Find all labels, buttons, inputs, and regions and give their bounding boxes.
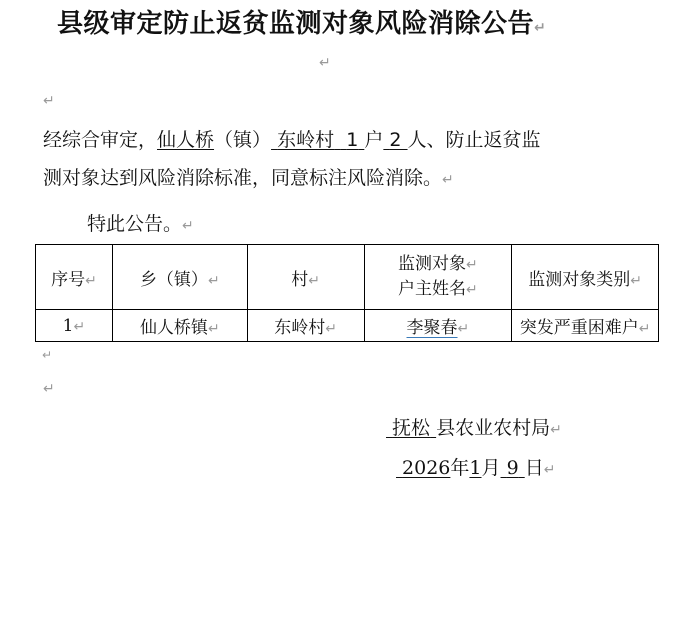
cell-text: 仙人桥镇 — [139, 318, 208, 338]
cell-mark: ↵ — [638, 321, 651, 337]
cell-town — [112, 310, 247, 342]
closing-text: 特此公告。 — [87, 213, 183, 235]
town-suffix: （镇） — [214, 129, 272, 151]
cell-mark: ↵ — [73, 318, 86, 335]
cell-mark: ↵ — [85, 272, 97, 289]
announcement-closing — [87, 209, 194, 236]
issue-date — [396, 453, 555, 480]
header-index — [36, 245, 113, 310]
table-row — [36, 310, 659, 342]
town-name: 仙人桥 — [157, 129, 215, 151]
header-category — [512, 245, 659, 310]
header-village — [247, 245, 364, 310]
empty-paragraph — [43, 88, 55, 110]
header-text: 监测对象类别 — [528, 269, 631, 290]
notice-title — [57, 3, 546, 40]
body-paragraph-line-2 — [43, 163, 454, 190]
year-label: 年 — [450, 457, 470, 479]
person-unit: 人、防止返贫监 — [407, 129, 541, 151]
household-count — [340, 129, 364, 151]
header-text: 乡（镇） — [139, 269, 208, 290]
cell-mark: ↵ — [466, 257, 478, 273]
cell-mark: ↵ — [457, 321, 470, 337]
person-count — [383, 129, 407, 151]
bureau-name: 县农业农村局 — [436, 417, 551, 439]
paragraph-mark: ↵ — [43, 93, 55, 109]
cell-mark: ↵ — [207, 272, 220, 289]
header-text: 监测对象 — [398, 254, 467, 274]
body-line-2-text: 测对象达到风险消除标准，同意标注风险消除。 — [43, 167, 443, 189]
date-day — [501, 457, 525, 479]
header-town — [112, 245, 247, 310]
day-text: 9 — [506, 457, 519, 479]
header-text: 户主姓名 — [398, 279, 467, 299]
paragraph-mark: ↵ — [543, 462, 556, 478]
empty-paragraph — [319, 50, 331, 72]
paragraph-mark: ↵ — [550, 422, 562, 438]
cell-category — [512, 310, 659, 342]
cell-text: 李聚春 — [406, 318, 458, 338]
table-header-row — [36, 245, 659, 310]
household-unit: 户 — [364, 129, 384, 151]
cell-mark: ↵ — [630, 272, 642, 289]
village-name-text: 东岭村 — [277, 129, 335, 151]
date-month — [469, 457, 481, 479]
date-year — [396, 457, 450, 479]
year-text: 2026 — [402, 457, 451, 479]
empty-paragraph — [42, 342, 52, 364]
header-two-line — [398, 252, 478, 302]
header-householder — [364, 245, 512, 310]
header-text: 序号 — [51, 269, 86, 290]
household-count-text: 1 — [346, 129, 359, 151]
cell-text: 东岭村 — [274, 318, 326, 338]
paragraph-mark: ↵ — [442, 172, 454, 188]
cell-mark: ↵ — [207, 321, 220, 337]
village-name — [271, 129, 340, 151]
cell-text: 突发严重困难户 — [519, 318, 639, 338]
cell-text: 1 — [62, 315, 74, 336]
header-text: 村 — [291, 269, 309, 290]
issuing-authority — [386, 413, 562, 440]
paragraph-mark: ↵ — [182, 218, 194, 234]
notice-title-text: 县级审定防止返贫监测对象风险消除公告 — [57, 9, 535, 39]
cell-householder-name — [364, 310, 512, 342]
month-label: 月 — [481, 457, 501, 479]
county-name-text: 抚松 — [392, 417, 431, 439]
day-label: 日 — [524, 457, 544, 479]
paragraph-mark: ↵ — [319, 55, 331, 71]
cell-mark: ↵ — [308, 272, 320, 289]
cell-index — [36, 310, 113, 342]
paragraph-mark: ↵ — [43, 381, 55, 397]
empty-paragraph — [43, 376, 55, 398]
month-text: 1 — [469, 457, 482, 479]
body-prefix: 经综合审定， — [43, 129, 158, 151]
cell-village — [247, 310, 364, 342]
cell-mark: ↵ — [325, 321, 337, 337]
cell-mark: ↵ — [466, 282, 478, 298]
body-paragraph-line-1 — [43, 125, 541, 152]
monitoring-table — [35, 244, 659, 342]
county-name — [386, 417, 436, 439]
paragraph-mark: ↵ — [42, 348, 53, 362]
paragraph-mark: ↵ — [534, 20, 547, 36]
person-count-text: 2 — [389, 129, 402, 151]
